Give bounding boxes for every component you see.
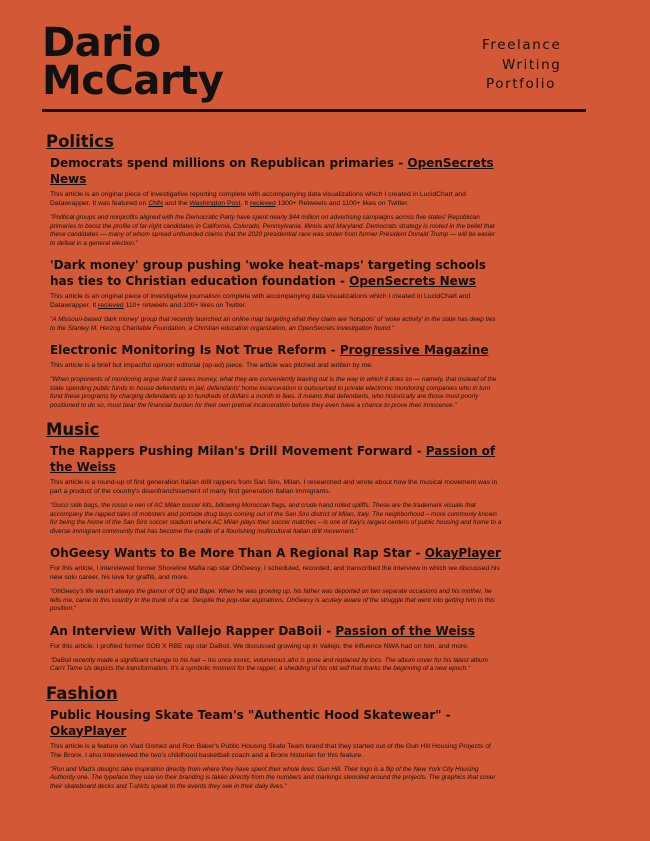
article-item (50, 707, 502, 792)
outlet-link[interactable]: Passion of the Weiss (50, 444, 496, 474)
article-item (50, 443, 502, 536)
article-excerpt: "OhGeesy's life wasn't always the glamor of GQ and Bape. When he was growing up, his father was deported on two separate occasions and his mother, he tells me, came to this country in the trunk of a car. Despite the pop-star aspirations, OhGeesy is acutely aware of the struggle that went into getting him to this position." (50, 588, 495, 612)
section-title-politics: Politics (46, 132, 114, 151)
section-title-music: Music (46, 420, 100, 439)
article-description: This article is a round-up of first generation Italian drill rappers from San Siro, Milan. I researched and wrote about how the musical movement was in part a product of the country's disenfranchisement of many first generation Italian immigrants. (50, 479, 498, 495)
article-title (50, 545, 502, 561)
title-separator: - (411, 546, 425, 560)
section-music (46, 419, 502, 674)
article-title (50, 707, 502, 739)
tagline-line-2: Writing (502, 56, 562, 73)
outlet-link[interactable]: OkayPlayer (50, 723, 127, 738)
outlet-link[interactable]: Progressive Magazine (339, 343, 489, 357)
article-item (50, 623, 502, 674)
title-separator: - (394, 156, 408, 170)
article-item (50, 545, 502, 614)
title-separator: - (322, 623, 336, 638)
article-excerpt: "A Missouri-based 'dark money' group that recently launched an online map targeting what they claim are 'hotspots' of 'woke activity' in the state has deep ties to the Stanley M. Herzog Charitable Foundation, a Christian education organization, an OpenSecrets investigation found." (50, 316, 496, 332)
article-excerpt: "DaBoii recently made a significant change to his hair – his once iconic, voluminous afro is gone and replaced by locs. The album cover for his latest album Can't Tame Us depicts the transformation. It's a symbolic moment for the rapper, a shedding of his old self that marks the beginning of a new epoch." (50, 656, 488, 672)
portfolio-content (46, 131, 502, 800)
description-text: This article is an original piece of investigative reporting complete with accompanying data visualizations which I created in LucidChart and Datawrapper. It was featured on (50, 191, 466, 207)
title-separator: - (335, 274, 350, 288)
article-description: For this article, I profiled former SOB X RBE rap star DaBoii. We discussed growing up in Vallejo, the influence NWA had on him, and more. (50, 642, 469, 650)
author-name (42, 20, 224, 104)
description-text: . It (240, 200, 251, 207)
article-title (50, 257, 502, 289)
section-title-fashion: Fashion (46, 683, 118, 703)
header-divider (42, 109, 586, 112)
tagline-line-3: Portfolio (486, 76, 556, 92)
twitter-stats-link[interactable]: recieved (250, 200, 276, 207)
washington-post-link[interactable]: Washington Post (189, 200, 241, 207)
portfolio-tagline (470, 36, 570, 95)
article-title (50, 623, 502, 639)
article-title-text: An Interview With Vallejo Rapper DaBoii (50, 623, 323, 638)
article-excerpt: "Political groups and nonprofits aligned with the Democratic Party have spent nearly $44 million on advertising campaigns across five states' Republican primaries to boost the profile of far-right candidates in California, Colorado, Pennsylvania, Illinois and Maryland. Democrats strategy is rooted in the belief that these candidates — many of whom spread unfounded claims that the 2020 presidential race was stolen from former President Donald Trump — will be easier to defeat in a general election." (50, 214, 495, 247)
article-title (50, 155, 502, 187)
author-first-name: Dario (42, 20, 161, 66)
description-text: This article is an original piece of investigative journalism complete with accompanying data visualizations which I created in LucidChart and Datawrapper. It (50, 293, 471, 309)
article-item (50, 257, 502, 333)
article-item (50, 155, 502, 248)
section-fashion (46, 683, 502, 792)
article-excerpt: "Gucci side bags, the rosso e neri of AC Milan soccer kits, billowing Moroccan flags, and crude hand rolled spliffs. These are the trademark visuals that accompany the rapped tales of mobsters and portside drug buys coming out of the San Siro district of Milan, Italy. The neighborhood – more commonly known for being the home of the San Siro soccer stadium where AC Milan plays their soccer matches – is one of Italy's largest centers of public housing and home to a diverse immigrant community that has become the cradle of a flourishing multicultural Italian drill movement." (50, 502, 502, 535)
author-last-name: McCarty (42, 58, 224, 104)
article-title-text: The Rappers Pushing Milan's Drill Movement Forward (50, 444, 413, 458)
article-description: This article is a feature on Vlad Gomez and Ron Baker's Public Housing Skate Team brand that they started out of the Gun Hill Housing Projects of The Bronx. I also interviewed the two's childhood basketball coach and a Bronx historian for this feature. (50, 742, 491, 759)
article-description: For this article, I interviewed former Shoreline Mafia rap star OhGeesy. I scheduled, recorded, and transcribed the interview in which we discussed his new solo career, his love for graffiti, and more. (50, 565, 500, 581)
cnn-link[interactable]: CNN (148, 200, 163, 207)
tagline-line-1: Freelance (482, 37, 562, 53)
outlet-link[interactable]: OkayPlayer (424, 546, 501, 560)
article-title-text: Electronic Monitoring Is Not True Reform (50, 343, 327, 357)
twitter-stats-link[interactable]: recieved (97, 302, 124, 309)
article-description: This article is a brief but impactful opinion editorial (op-ed) piece. The article was pitched and written by me. (50, 362, 373, 369)
outlet-link[interactable]: OpenSecrets News (349, 274, 477, 288)
title-separator: - (412, 444, 426, 458)
article-title-text: OhGeesy Wants to Be More Than A Regional Rap Star (50, 546, 412, 560)
article-title-text: Public Housing Skate Team's "Authentic Hood Skatewear" (50, 707, 442, 722)
article-excerpt: "When proponents of monitoring argue that it saves money, what they are conveniently leaving out is the way in which it does so — namely, that instead of the state spending public funds to house defendants in jail, defendants' home incarceration is outsourced to private electronic monitoring companies who in turn fund these programs by charging defendants up to hundreds of dollars a month in fees. It means that defendants, who historically are those most poorly positioned to do so, must bear the financial burden for their own pretrial incarceration before they even have a chance to prove their innocence." (50, 376, 497, 409)
section-politics (46, 131, 502, 410)
article-excerpt: "Ron and Vlad's designs take inspiration directly from where they have spent their whole lives: Gun Hill. Their logo is a flip of the New York City Housing Authority one. The typeface they use on their branding is taken directly from the numbers and markings stenciled around the projects. The graphics that cover their skateboard decks and T-shirts speak to the events they see in their daily lives." (50, 765, 496, 790)
article-title (50, 342, 502, 358)
article-description (50, 190, 502, 208)
outlet-link[interactable]: Passion of the Weiss (335, 623, 475, 638)
description-text: 1300+ Retweets and 1100+ likes on Twitter. (275, 200, 409, 207)
description-text: and the (162, 200, 190, 207)
description-text: 110+ retweets and 100+ likes on Twitter. (123, 302, 247, 309)
article-description (50, 292, 502, 310)
article-title (50, 443, 502, 475)
title-separator: - (326, 343, 340, 357)
outlet-link[interactable]: OpenSecrets News (50, 156, 494, 186)
article-title-text: Democrats spend millions on Republican primaries (50, 156, 395, 170)
title-separator: - (441, 707, 451, 722)
article-item (50, 342, 502, 410)
article-title-text: 'Dark money' group pushing 'woke heat-maps' targeting schools has ties to Christian education foundation (50, 258, 487, 288)
